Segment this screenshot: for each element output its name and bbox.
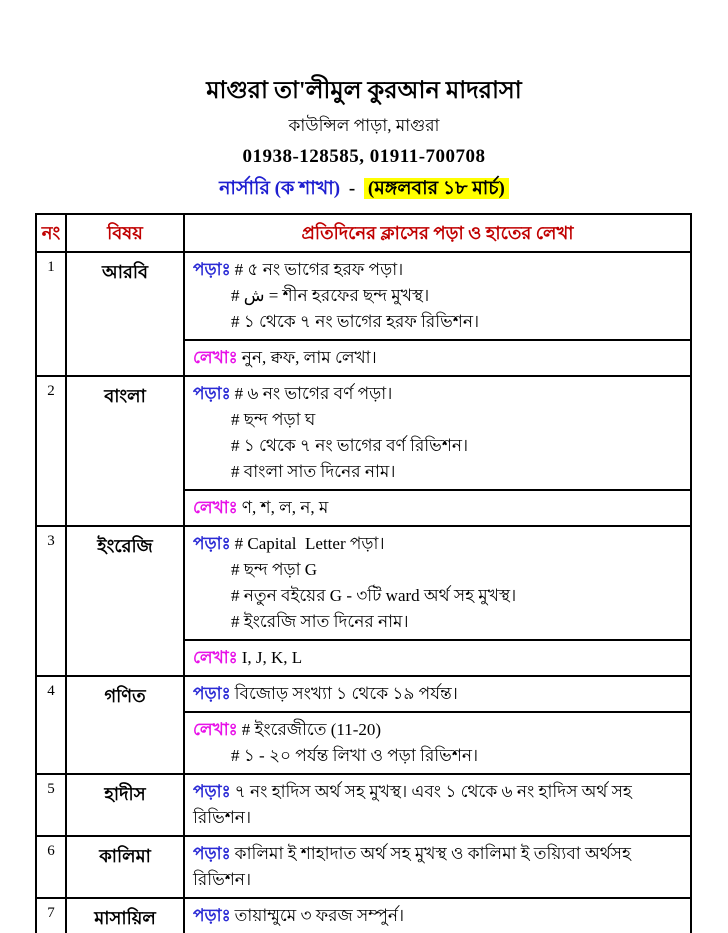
content-line: পড়াঃ ৭ নং হাদিস অর্থ সহ মুখস্থ। এবং ১ থেকে ৬ নং হাদিস অর্থ সহ রিভিশন।	[193, 782, 641, 827]
content-line: পড়াঃ # ৬ নং ভাগের বর্ণ পড়া।	[193, 384, 393, 403]
col-header-subject: বিষয়	[66, 214, 184, 252]
content-line: # বাংলা সাত দিনের নাম।	[231, 462, 396, 481]
content-line: পড়াঃ তায়াম্মুমে ৩ ফরজ সম্পুর্ন।	[193, 906, 405, 925]
content-line: # ১ থেকে ৭ নং ভাগের হরফ রিভিশন।	[231, 312, 480, 331]
pora-label-block	[185, 899, 690, 933]
content-line: লেখাঃ ণ, শ, ল, ন, ম	[193, 498, 329, 517]
school-address: কাউন্সিল পাড়া, মাগুরা	[288, 116, 440, 135]
content-line: # ছন্দ পড়া ঘ	[231, 410, 316, 429]
schedule-table	[35, 213, 692, 933]
row-number: 6	[36, 836, 66, 898]
content-line: লেখাঃ I, J, K, L	[193, 648, 303, 667]
row-content	[184, 376, 691, 526]
lekha-label-block	[185, 713, 690, 773]
row-content	[184, 774, 691, 836]
lekha-label: লেখাঃ	[193, 348, 238, 367]
row-number: 2	[36, 376, 66, 526]
school-title: মাগুরা তা'লীমুল কুরআন মাদরাসা	[206, 78, 522, 104]
table-row	[36, 898, 691, 933]
table-row	[36, 836, 691, 898]
content-line: লেখাঃ # ইংরেজীতে (11-20)	[193, 720, 382, 739]
row-subject: বাংলা	[66, 376, 184, 526]
date-highlight: (মঙ্গলবার ১৮ মার্চ)	[364, 178, 509, 199]
class-separator: -	[348, 178, 356, 199]
table-row	[36, 774, 691, 836]
row-content	[184, 836, 691, 898]
content-line: পড়াঃ # Capital Letter পড়া।	[193, 534, 385, 553]
content-line: # নতুন বইয়ের G - ৩টি ward অর্থ সহ মুখস্থ।	[231, 586, 517, 605]
pora-label-block	[185, 253, 690, 341]
row-subject: গণিত	[66, 676, 184, 774]
row-content	[184, 526, 691, 676]
lekha-label: লেখাঃ	[193, 648, 238, 667]
pora-label: পড়াঃ	[193, 534, 231, 553]
class-line	[0, 175, 728, 203]
table-row	[36, 376, 691, 526]
pora-label: পড়াঃ	[193, 260, 231, 279]
pora-label-block	[185, 527, 690, 641]
column-header-row	[36, 214, 691, 252]
col-header-no: নং	[36, 214, 66, 252]
document-header	[0, 0, 728, 203]
row-number: 5	[36, 774, 66, 836]
lekha-label-block	[185, 641, 690, 675]
row-content	[184, 676, 691, 774]
content-line: লেখাঃ নুন, ক্বফ, লাম লেখা।	[193, 348, 377, 367]
row-number: 7	[36, 898, 66, 933]
row-number: 4	[36, 676, 66, 774]
row-number: 3	[36, 526, 66, 676]
pora-label-block	[185, 377, 690, 491]
content-line: # ১ থেকে ৭ নং ভাগের বর্ণ রিভিশন।	[231, 436, 469, 455]
schedule-body	[36, 252, 691, 933]
row-subject: ইংরেজি	[66, 526, 184, 676]
lekha-label-block	[185, 341, 690, 375]
row-content	[184, 252, 691, 376]
row-number: 1	[36, 252, 66, 376]
pora-label: পড়াঃ	[193, 782, 231, 801]
table-row	[36, 252, 691, 376]
content-line: # ش = শীন হরফের ছন্দ মুখস্থ।	[231, 286, 430, 305]
pora-label: পড়াঃ	[193, 844, 231, 863]
lekha-label: লেখাঃ	[193, 720, 238, 739]
content-line: # ১ - ২০ পর্যন্ত লিখা ও পড়া রিভিশন।	[231, 746, 479, 765]
table-row	[36, 526, 691, 676]
phone-numbers: 01938-128585, 01911-700708	[242, 146, 486, 167]
lekha-label-block	[185, 491, 690, 525]
content-line: পড়াঃ কালিমা ই শাহাদাত অর্থ সহ মুখস্থ ও কালিমা ই তয়্যিবা অর্থসহ রিভিশন।	[193, 844, 636, 889]
row-subject: আরবি	[66, 252, 184, 376]
table-row	[36, 676, 691, 774]
row-subject: হাদীস	[66, 774, 184, 836]
col-header-content: প্রতিদিনের ক্লাসের পড়া ও হাতের লেখা	[184, 214, 691, 252]
pora-label-block	[185, 677, 690, 713]
class-name: নার্সারি (ক শাখা)	[219, 178, 341, 199]
content-line: # ছন্দ পড়া G	[231, 560, 318, 579]
content-line: পড়াঃ # ৫ নং ভাগের হরফ পড়া।	[193, 260, 404, 279]
pora-label-block	[185, 837, 690, 897]
content-line: পড়াঃ বিজোড় সংখ্যা ১ থেকে ১৯ পর্যন্ত।	[193, 684, 458, 703]
pora-label: পড়াঃ	[193, 906, 231, 925]
pora-label: পড়াঃ	[193, 384, 231, 403]
row-content	[184, 898, 691, 933]
pora-label: পড়াঃ	[193, 684, 231, 703]
lekha-label: লেখাঃ	[193, 498, 238, 517]
row-subject: মাসায়িল	[66, 898, 184, 933]
row-subject: কালিমা	[66, 836, 184, 898]
content-line: # ইংরেজি সাত দিনের নাম।	[231, 612, 409, 631]
pora-label-block	[185, 775, 690, 835]
